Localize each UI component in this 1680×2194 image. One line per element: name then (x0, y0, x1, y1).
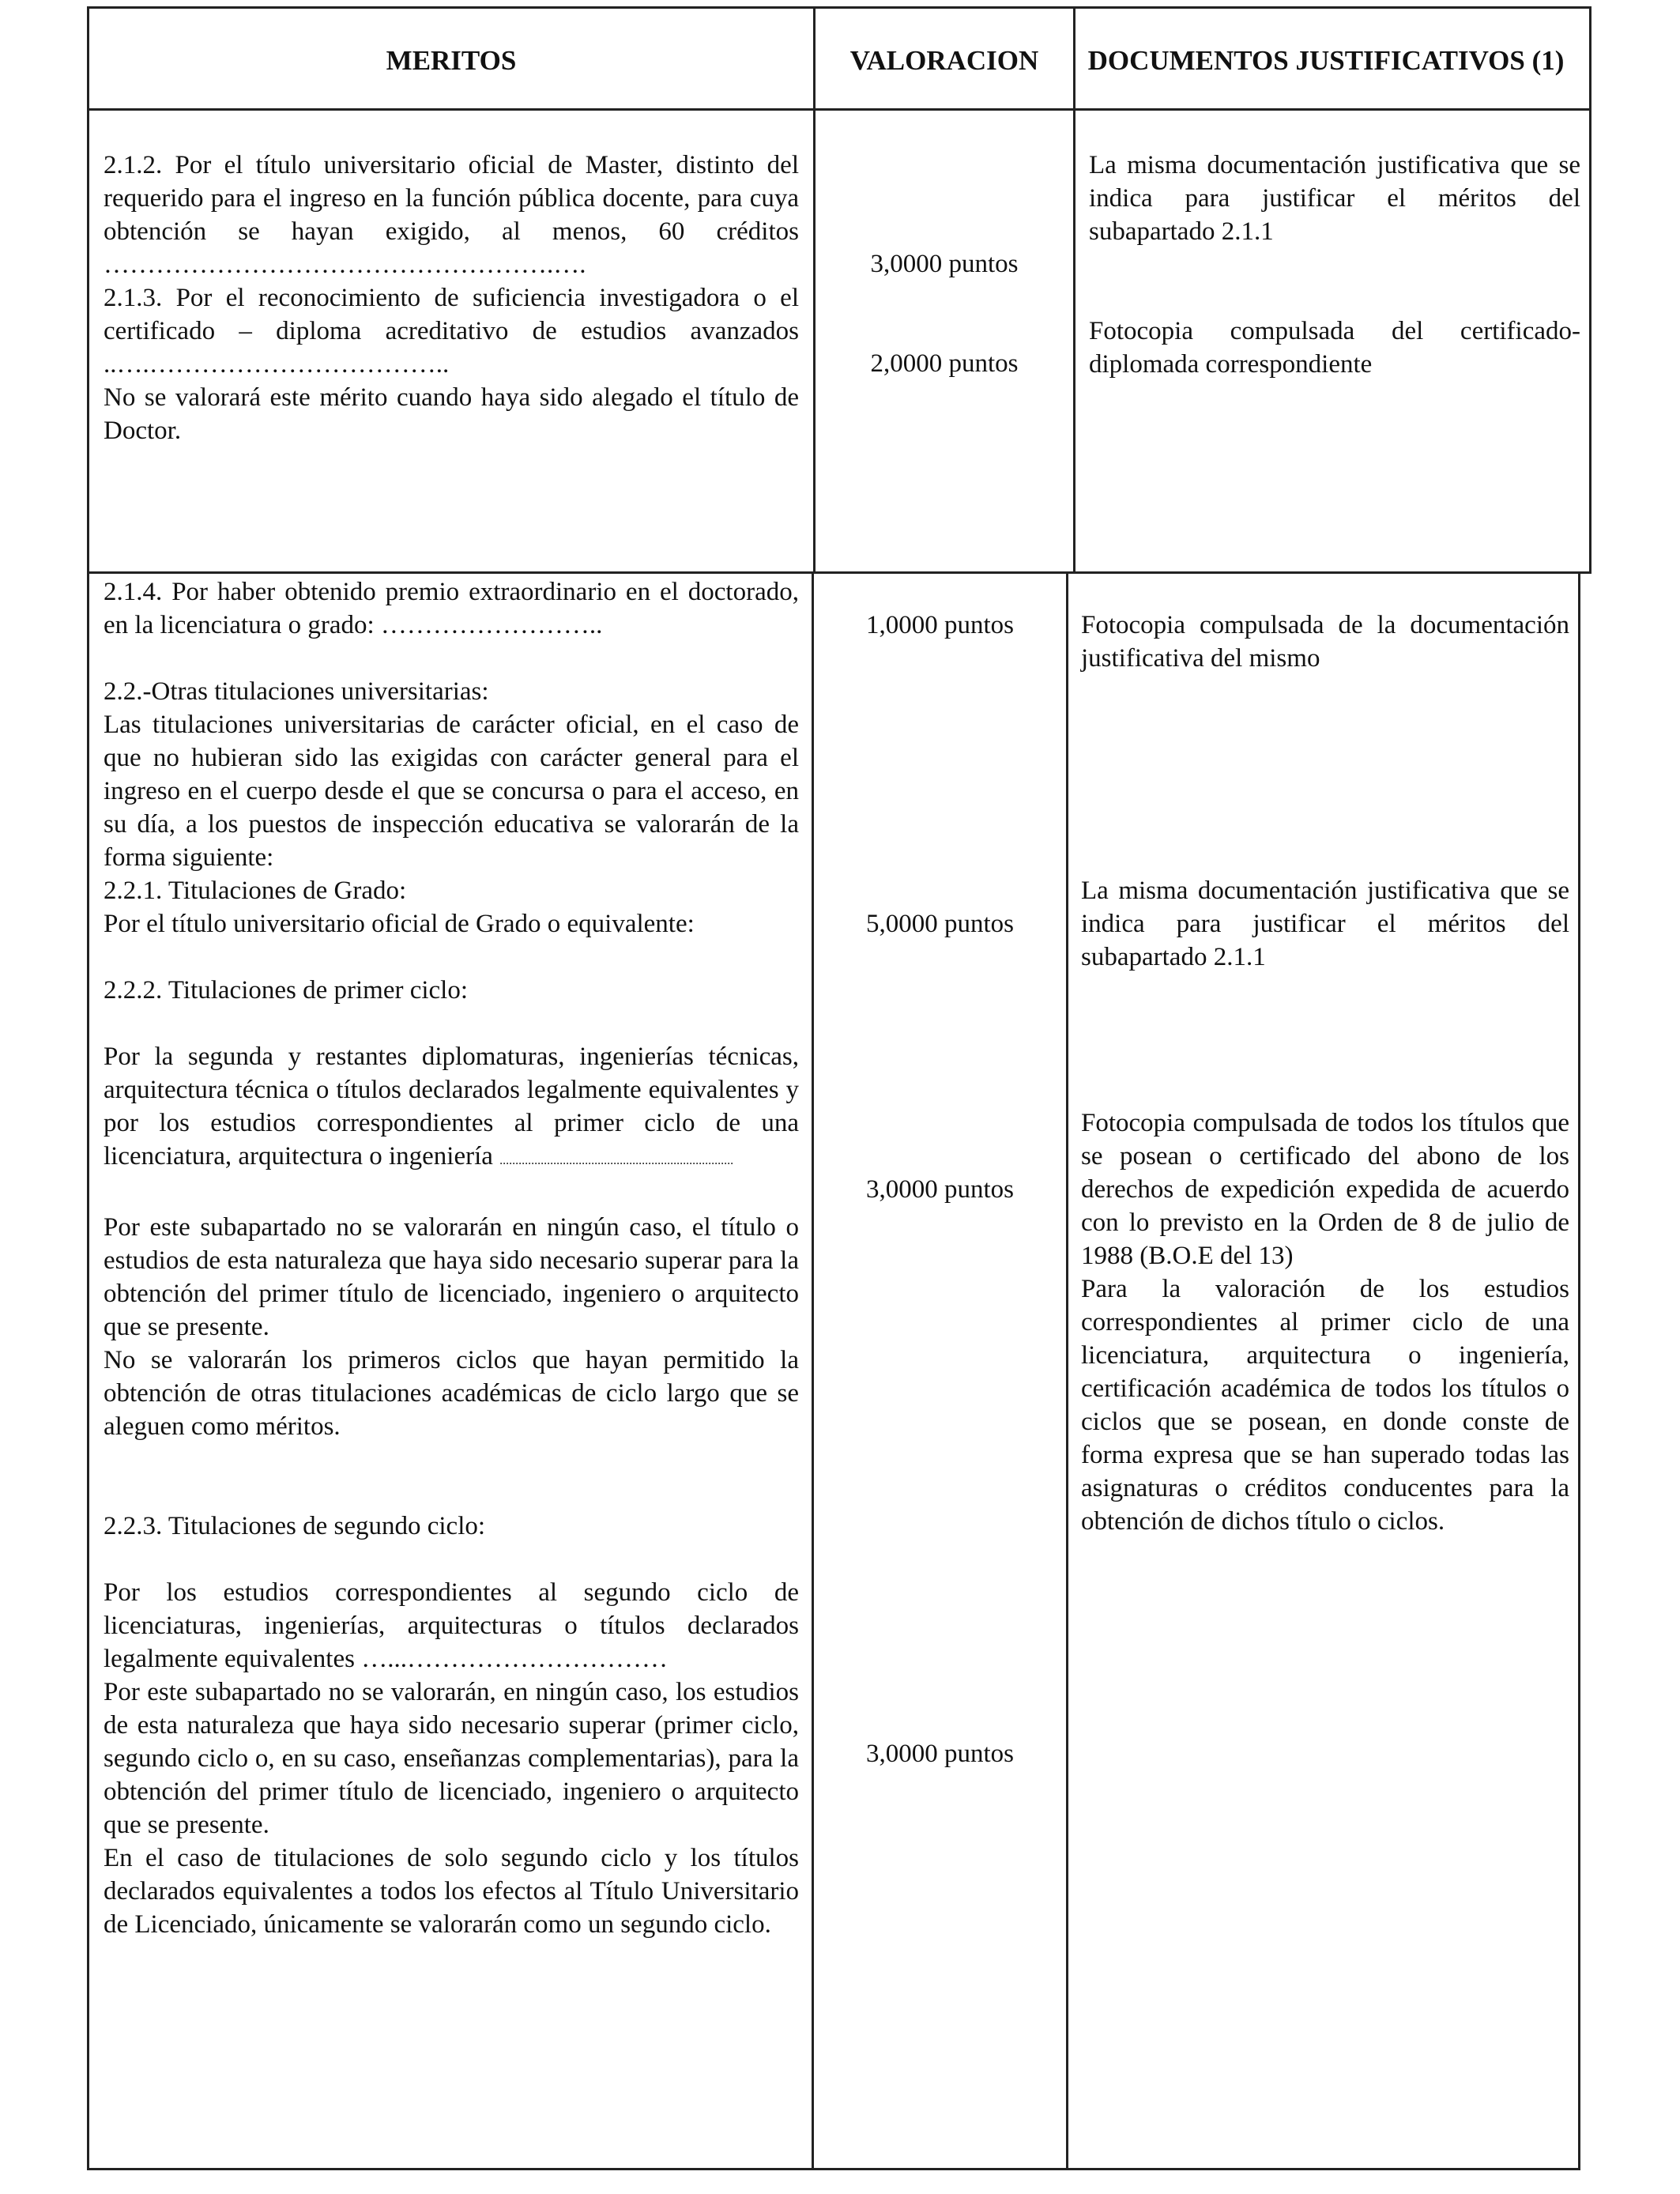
points-value: 5,0000 puntos (865, 910, 1014, 938)
merit-2-2-title: 2.2.-Otras titulaciones universitarias: (104, 677, 489, 706)
points-value: 3,0000 puntos (865, 1740, 1014, 1768)
merit-2-2-2-note: No se valorarán los primeros ciclos que hayan permitido la obtención de otras titulaciones académicas de ciclo largo que se aleguen como méritos. (104, 1346, 799, 1441)
column-divider (1066, 574, 1068, 2168)
doc-justificativo: Fotocopia compulsada de la documentación justificativa del mismo (1081, 611, 1569, 673)
merits-table-top (87, 6, 1591, 574)
doc-justificativo: Fotocopia compulsada del certificado-diplomada correspondiente (1089, 317, 1580, 379)
doc-justificativo: La misma documentación justificativa que se indica para justificar el méritos del subapartado 2.1.1 (1081, 876, 1569, 971)
header-meritos: MERITOS (386, 45, 517, 76)
header-valoracion: VALORACION (849, 45, 1039, 76)
merit-2-2-2-body: Por la segunda y restantes diplomaturas, ingenierías técnicas, arquitectura técnica o títulos declarados legalmente equivalentes y por los estudios correspondientes al primer ciclo de una licenciatura, arquitectura o ingeniería .......................................................................... (104, 1042, 799, 1171)
merit-2-2-2-note: Por este subapartado no se valorarán en ningún caso, el título o estudios de esta naturaleza que haya sido necesario superar para la obtención del primer título de licenciado, ingeniero o arquitecto que se presente. (104, 1213, 799, 1341)
merits-cell (104, 575, 799, 1941)
points-value: 2,0000 puntos (870, 349, 1019, 378)
merit-2-2-2-title: 2.2.2. Titulaciones de primer ciclo: (104, 976, 469, 1005)
merit-2-2-3-note: En el caso de titulaciones de solo segundo ciclo y los títulos declarados equivalentes a todos los efectos al Título Universitario de Licenciado, únicamente se valorarán como un segundo ciclo. (104, 1844, 799, 1939)
column-divider (812, 574, 814, 2168)
header-divider (89, 108, 1589, 111)
leader-dots: .......................................................................... (499, 1154, 734, 1167)
column-divider (1073, 9, 1075, 571)
merit-2-2-3-title: 2.2.3. Titulaciones de segundo ciclo: (104, 1512, 486, 1540)
points-value: 3,0000 puntos (865, 1175, 1014, 1204)
merit-2-2-1-body: Por el título universitario oficial de Grado o equivalente: (104, 910, 695, 938)
merit-2-2-3-body: Por los estudios correspondientes al segundo ciclo de licenciaturas, ingenierías, arquitecturas o títulos declarados legalmente equivalentes …...………………………… (104, 1578, 799, 1673)
merit-note: No se valorará este mérito cuando haya sido alegado el título de Doctor. (104, 383, 799, 445)
merit-2-1-2: 2.1.2. Por el título universitario oficial de Master, distinto del requerido para el ingreso en la función pública docente, para cuya obtención se hayan exigido, al menos, 60 créditos …………………………………………….…. (104, 151, 799, 279)
merit-2-1-4: 2.1.4. Por haber obtenido premio extraordinario en el doctorado, en la licenciatura o grado: …………………….. (104, 578, 799, 639)
merit-2-2-3-note: Por este subapartado no se valorarán, en ningún caso, los estudios de esta naturaleza que haya sido necesario superar (primer ciclo, segundo ciclo o, en su caso, enseñanzas complementarias), para la obtención del primer título de licenciado, ingeniero o arquitecto que se presente. (104, 1678, 799, 1839)
column-divider (813, 9, 816, 571)
merit-2-1-3: 2.1.3. Por el reconocimiento de suficiencia investigadora o el certificado – diploma acreditativo de estudios avanzados ..….…………………………….. (104, 284, 799, 379)
merits-table-bottom (87, 574, 1580, 2170)
merit-2-2-body: Las titulaciones universitarias de carácter oficial, en el caso de que no hubieran sido las exigidas con carácter general para el ingreso en el cuerpo desde el que se concursa o para el acceso, en su día, a los puestos de inspección educativa se valorarán de la forma siguiente: (104, 711, 799, 872)
header-documentos: DOCUMENTOS JUSTIFICATIVOS (1) (1087, 45, 1565, 76)
merit-2-2-1-title: 2.2.1. Titulaciones de Grado: (104, 876, 407, 905)
merits-cell (104, 149, 799, 447)
doc-justificativo: La misma documentación justificativa que se indica para justificar el méritos del subapartado 2.1.1 (1089, 151, 1580, 246)
points-value: 3,0000 puntos (870, 250, 1019, 278)
points-value: 1,0000 puntos (865, 611, 1014, 639)
doc-justificativo: Fotocopia compulsada de todos los títulos que se posean o certificado del abono de los derechos de expedición expedida de acuerdo con lo previsto en la Orden de 8 de julio de 1988 (B.O.E del 13) Para la valoración de los estudios correspondientes al primer ciclo de una licenciatura, arquitectura o ingeniería, certificación académica de todos los títulos o ciclos que se posean, en donde conste de forma expresa que se han superado todas las asignaturas o créditos conducentes para la obtención de dichos título o ciclos. (1081, 1109, 1569, 1536)
